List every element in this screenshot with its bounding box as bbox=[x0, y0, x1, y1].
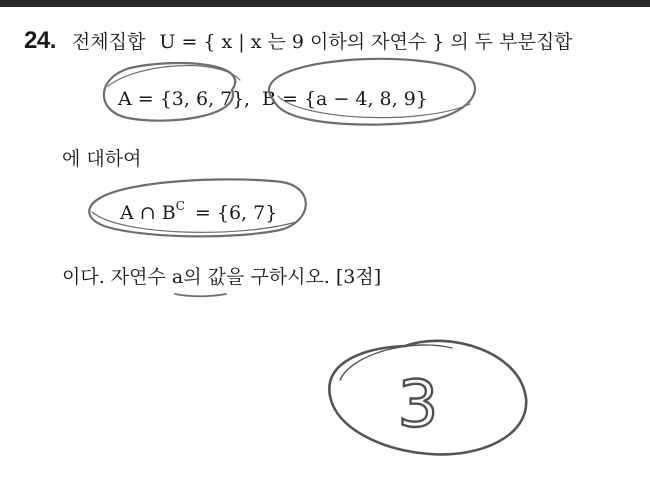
set-a: A = {3, 6, 7} bbox=[118, 88, 245, 110]
for-text: 에 대하여 bbox=[62, 148, 142, 170]
universe-set: U = { x | x 는 9 이하의 자연수 } 의 두 부분집합 bbox=[159, 31, 573, 53]
question-prompt: 이다. 자연수 a의 값을 구하시오. [3점] bbox=[62, 266, 382, 288]
question-number: 24. bbox=[24, 27, 56, 54]
handwritten-answer: 3 bbox=[397, 368, 439, 442]
circle-around-condition bbox=[89, 179, 306, 236]
comma-separator: , bbox=[244, 88, 251, 110]
complement-superscript: C bbox=[175, 199, 185, 213]
circle-around-set-b bbox=[269, 59, 475, 125]
circle-around-set-a bbox=[104, 63, 235, 121]
condition-lhs: A ∩ B bbox=[120, 202, 176, 224]
condition-rhs: = {6, 7} bbox=[194, 202, 278, 224]
underline-variable-a bbox=[175, 294, 226, 296]
intro-text: 전체집합 bbox=[71, 31, 146, 53]
set-b: B = {a − 4, 8, 9} bbox=[262, 88, 428, 110]
